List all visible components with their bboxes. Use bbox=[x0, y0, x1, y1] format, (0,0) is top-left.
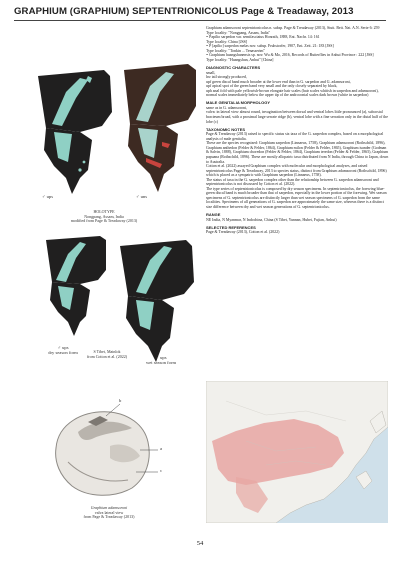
holotype-caption-title: HOLOTYPE bbox=[93, 209, 115, 214]
holotype-uns-image bbox=[116, 58, 200, 196]
dry-season-label-sex: ♂ ups bbox=[57, 345, 69, 350]
wet-season-image bbox=[114, 236, 198, 364]
references-text: Page & Treadaway (2013), Cotton et al. (2022) bbox=[206, 230, 280, 235]
taxonomic-para-3: Cotton et al. (2022) assayed Graphium complex with molecular and morphological analyses, and raised septentrionicolus Page & Treadaway, 2013 to species status, distinct from Graphium adamsoroni (Rothschild, 1896) which is placed as a sympatric with Graphium sarpedon (Linnaeus, 1758). bbox=[206, 164, 387, 178]
holotype-uns-label: ♂ uns bbox=[136, 194, 147, 199]
range-map-graphic bbox=[206, 381, 388, 523]
title-rule bbox=[14, 20, 386, 21]
intro-line-5: = P [apilio] sarpedon melas nov. subsp. Fruhstorfer, 1907, Ent. Zeit. 21: 183 [JSS] bbox=[206, 44, 334, 49]
intro-line-6: Type locality: "Tonkin ... Tenasserim" bbox=[206, 48, 266, 53]
diagnostic-line-2: hw tail strongly produced, bbox=[206, 75, 247, 80]
intro-line-1: Graphium adamsoroni septentrionicolus n. subsp. Page & Treadaway (2013), Stutt. Beit. Nat. A.N. Serie 6: 259 bbox=[206, 26, 380, 30]
diagnostic-line-5: uph anal fold with pale yellowish-brown elongate hair scales (hair scales whitish in sarpedon and adamsoroni), normal scales immediately below the upper tip of the androconial scales dark brown (white in sarpedon) bbox=[206, 88, 379, 98]
diagnostic-line-3: upf green discal band much broader at the lower end than in G. sarpedon and G. adamsoroni, bbox=[206, 79, 351, 84]
dry-season-image bbox=[40, 232, 110, 340]
intro-line-3: = Papilio sarpedon var. semifasciatus Honrath, 1888, Ent. Nachr. 14: 161 bbox=[206, 35, 320, 40]
intro-line-8: Type locality: "Huangshan, Anhui" [China] bbox=[206, 57, 274, 62]
figure-column bbox=[8, 26, 204, 546]
dry-season-label-form: dry season form bbox=[48, 349, 78, 355]
page-number: 54 bbox=[196, 540, 204, 547]
intro-line-4: Type locality: China [JSS] bbox=[206, 39, 248, 44]
male-genitalia-line-1: same as in G. adamsoroni, bbox=[206, 105, 248, 110]
page-title: GRAPHIUM (GRAPHIUM) SEPTENTRIONICOLUS Page & Treadaway, 2013 bbox=[14, 6, 354, 17]
holotype-ups-image bbox=[32, 66, 116, 196]
valva-image bbox=[48, 402, 174, 502]
seasonal-caption-locality: S Tibet, Mainlok bbox=[93, 349, 121, 354]
range-map bbox=[206, 381, 388, 523]
taxonomic-para-4: The status of taxa in the G. sarpedon complex other than the relationship between G. sarpedon adamsoroni and septentrionicolus is not discussed by Cotton et al. (2022). bbox=[206, 177, 379, 187]
taxonomic-heading: TAXONOMIC NOTES bbox=[206, 126, 246, 132]
diagnostic-line-1: small, bbox=[206, 70, 216, 75]
holotype-caption-locality: Nongpang, Assam, India bbox=[84, 213, 124, 219]
valva-caption-view: valva lateral view bbox=[94, 509, 124, 515]
taxonomic-para-2: These are the species recognized: Graphium sarpedon (Linnaeus, 1758), Graphium adamsoroni (Rothschild, 1896), Graphium anthedon (Felder & Felder, 1864), Graphium milon (Felder & Felder, 1865), Graphium isander (Godman & Salvin, 1888), Graphium choredon (Felder & Felder, 1864), Graphium teredon (Felder & Felder, 1865), Graphium papuana (Rothschild, 1896). These are mostly allopatric taxa distributed from N India, through China to Japan, down to Australia. bbox=[206, 141, 389, 164]
male-genitalia-heading: MALE GENITALIA MORPHOLOGY bbox=[206, 100, 270, 106]
male-genitalia-line-2: valva: in lateral view almost round, invagination between dorsal and ventral lobes little pronounced (a), subcostal bracteum broad, with a proximal large serrate ridge (b), ventral lobe with a fine serration only in the distal half of the lobe (c) bbox=[206, 110, 388, 124]
taxonomic-para-1: Page & Treadaway (2013) raised to specific status six taxa of the G. sarpedon complex, based on a morphological analysis of male genitalia. bbox=[206, 132, 384, 141]
valva-caption-species: Graphium adamsoroni bbox=[90, 505, 128, 510]
range-heading: RANGE bbox=[206, 212, 221, 218]
valva-caption-source: from Page & Treadaway (2013) bbox=[83, 514, 135, 520]
diagnostic-heading: DIAGNOSTIC CHARACTERS bbox=[206, 64, 261, 70]
seasonal-caption-source: from Cotton et al. (2022) bbox=[86, 353, 128, 359]
intro-line-2: Type locality: "Nongpang, Assam, India" bbox=[206, 30, 271, 35]
valva-label-c: c bbox=[160, 468, 163, 473]
taxonomic-para-5: The type series of septentrionicolus is composed by dry season specimens. In septentrionicolus, the forewing blue-green discal band is much broader than that of sarpedon, especially in the lower portion of the forewing. Wet season specimens of G. septentrionicolus are distinctly larger than wet season specimens of G. sarpedon from the same localities. Specimens of all generations of G. sarpedon are approximately the same size, whereas there is a distinct size difference between dry and wet season generations of G. septentrionicolus. bbox=[206, 186, 387, 210]
wet-season-label-sex: ♂ ups bbox=[155, 355, 167, 360]
wet-season-label-form: wet season form bbox=[145, 359, 177, 365]
valva-caption bbox=[54, 506, 164, 520]
references-heading: SELECTED REFERENCES bbox=[206, 224, 256, 230]
intro-line-7: = Graphium huangshanensis sp. nov. Wu & Mo, 2016, Records of Butterflies in Anhui Province : 222 [JSS] bbox=[206, 53, 374, 58]
seasonal-caption bbox=[72, 350, 142, 359]
holotype-caption-source: modified from Page & Treadaway (2013) bbox=[70, 218, 138, 224]
text-column bbox=[206, 26, 390, 386]
holotype-ups-label: ♂ ups bbox=[42, 194, 53, 199]
holotype-caption bbox=[54, 210, 154, 224]
range-text: NE India, N Myanmar, N Indochina, China (S Tibet, Yunnan, Hubei, Fujian, Anhui) bbox=[206, 217, 337, 222]
valva-label-a: a bbox=[160, 446, 163, 451]
diagnostic-line-4: upf apical spot of the green band very small and the only closely separated by black, bbox=[206, 84, 338, 89]
valva-label-b: b bbox=[119, 398, 122, 403]
